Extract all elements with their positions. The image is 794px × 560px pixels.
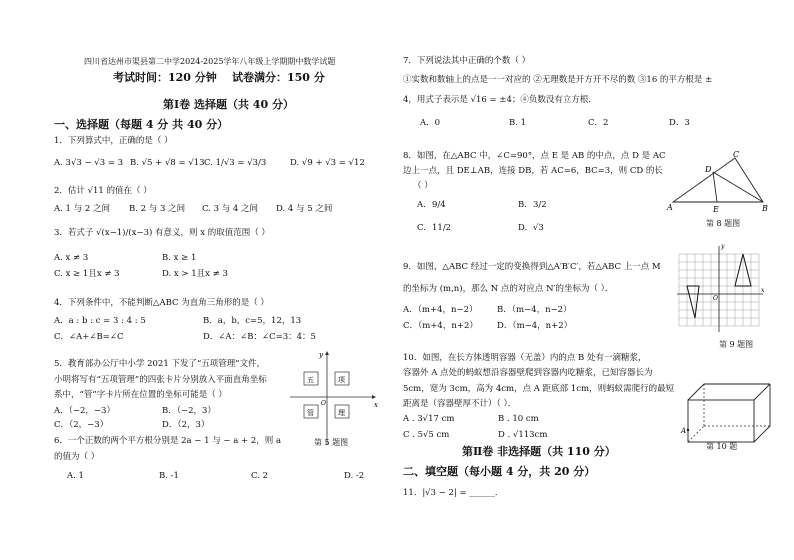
q5-option-c[interactable]: C．（2，−3）: [54, 420, 109, 430]
q5-line1: 5．教育部办公厅中小学 2021 下发了“五项管理”文件，: [54, 359, 266, 369]
q10-option-a[interactable]: A . 3√17 cm: [403, 414, 455, 424]
fig9-origin: O: [713, 295, 718, 302]
q7-line3: 4，用式子表示是 √16 = ±4；④负数没有立方根．: [403, 95, 597, 105]
q5-option-a[interactable]: A．（−2，−3）: [54, 406, 115, 416]
fig10-caption: 第 10 题: [706, 442, 738, 451]
fig5-origin: O: [321, 400, 326, 407]
q2-stem: 2．估计 √11 的值在（ ）: [54, 186, 152, 196]
q8-option-a[interactable]: A.: [417, 200, 426, 210]
q6-option-b[interactable]: B. -1: [159, 471, 179, 481]
q9-option-b[interactable]: B．（m−4，n−2）: [497, 305, 572, 315]
card-xiang-text: 项: [338, 376, 345, 384]
q6-line2: 的值为（ ）: [54, 452, 100, 462]
q2-option-a[interactable]: A. 1 与 2 之间: [54, 204, 110, 214]
q1-option-a[interactable]: A. 3√3 − √3 = 3: [54, 158, 124, 168]
q1-option-c[interactable]: C. 1/√3 = √3/3: [204, 158, 267, 168]
segment-db: [713, 172, 763, 202]
fig10-label-a: A: [681, 427, 687, 435]
card-li-text: 理: [338, 409, 345, 417]
fig5-y-label: y: [319, 351, 323, 359]
exam-time: 考试时间：120 分钟: [113, 71, 217, 84]
fig5-x-label: x: [374, 401, 378, 409]
fig8-label-e: E: [713, 205, 719, 214]
q4-option-c[interactable]: C．∠A+∠B=∠C: [54, 332, 124, 342]
q7-option-c[interactable]: C．2: [588, 118, 609, 128]
q1-option-b[interactable]: B. √5 + √8 = √13: [130, 158, 205, 168]
fig8-caption: 第 8 题图: [706, 219, 741, 228]
q9-line2: 的坐标为 (m,n)，那么 N 点的对应点 N′的坐标为（ ）．: [403, 284, 614, 294]
point-a: [687, 429, 689, 431]
part1-title: 第Ⅰ卷 选择题（共 40 分）: [163, 98, 294, 111]
q6-line1: 6．一个正数的两个平方根分别是 2a − 1 与 − a + 2，则 a: [54, 436, 282, 446]
figure-8: [665, 150, 771, 216]
q3-option-a[interactable]: A. x ≠ 3: [54, 253, 89, 263]
q7-option-b[interactable]: B. 1: [509, 118, 527, 128]
q5-option-b[interactable]: B．（−2，3）: [162, 406, 216, 416]
q4-option-d[interactable]: D．∠A：∠B：∠C=3：4：5: [203, 332, 316, 342]
q4-option-a[interactable]: A．a : b : c = 3 : 4 : 5: [54, 316, 146, 326]
q8-line1: 8．如图，在△ABC 中，∠C=90°，点 E 是 AB 的中点，点 D 是 AC: [403, 151, 666, 161]
q8-option-b[interactable]: B.: [518, 200, 527, 210]
q2-option-c[interactable]: C. 3 与 4 之间: [202, 204, 259, 214]
exam-score: 试卷满分：150 分: [232, 71, 325, 84]
q3-option-c[interactable]: C. x ≥ 1且x ≠ 3: [54, 269, 120, 279]
card-guan-text: 管: [307, 409, 314, 417]
q7-stem: 7．下列说法其中正确的个数（ ）: [403, 56, 531, 66]
box-front: [688, 400, 754, 442]
q6-option-d[interactable]: D. -2: [344, 471, 365, 481]
q11-stem: 11．|√3 − 2| = ______．: [403, 488, 504, 498]
q10-line4: 距离是（容器壁厚不计）（ ）．: [403, 399, 517, 409]
q5-option-d[interactable]: D．（2，3）: [162, 420, 210, 430]
q10-line3: 5cm，宽为 3cm，高为 4cm，点 A 距底部 1cm，则蚂蚁需爬行的最短: [403, 384, 675, 394]
q7-line2: ①实数和数轴上的点是一一对应的 ②无理数是开方开不尽的数 ③16 的平方根是 ±: [403, 75, 713, 85]
section1-title: 一、选择题（每题 4 分 共 40 分）: [54, 118, 229, 131]
q8-option-d-value: √3: [533, 223, 544, 233]
fig9-x-label: x: [761, 287, 765, 294]
q1-option-d[interactable]: D. √9 + √3 = √12: [290, 158, 365, 168]
part2-title: 第Ⅱ卷 非选择题（共 110 分）: [462, 445, 616, 458]
q1-stem: 1．下列算式中，正确的是（ ）: [54, 136, 173, 146]
q8-option-c-value: 11/2: [432, 223, 452, 233]
fig9-y-label: y: [721, 243, 725, 250]
q4-option-b[interactable]: B．a，b，c=5，12，13: [203, 316, 302, 326]
q5-line3: 系中，“管”字卡片所在位置的坐标可能是（ ）: [54, 390, 227, 400]
triangle-abc: [673, 158, 763, 202]
q9-option-a[interactable]: A．（m+4，n−2）: [403, 305, 478, 315]
fig9-caption: 第 9 题图: [719, 340, 754, 349]
q3-stem: 3．若式子 √(x−1)/(x−3) 有意义，则 x 的取值范围（ ）: [54, 228, 270, 238]
q9-option-c[interactable]: C．（m+4，n+2）: [403, 321, 478, 331]
figure-10: [680, 378, 776, 450]
q9-line1: 9．如图，△ABC 经过一定的变换得到△A′B′C′，若△ABC 上一点 M: [403, 262, 661, 272]
fig8-label-b: B: [762, 204, 768, 213]
q10-option-c[interactable]: C . 5√5 cm: [403, 430, 450, 440]
q4-stem: 4．下列条件中，不能判断△ABC 为直角三角形的是（ ）: [54, 298, 269, 308]
exam-title: 四川省达州市渠县第二中学2024-2025学年八年级上学期期中数学试题: [84, 57, 336, 66]
q10-option-b[interactable]: B . 10 cm: [498, 414, 539, 424]
q7-option-a[interactable]: A．0: [420, 118, 441, 128]
section2-title: 二、填空题（每小题 4 分，共 20 分）: [403, 465, 596, 478]
segment-de: [713, 172, 717, 202]
q8-line2: 边上一点，且 DE⊥AB，连接 DB，若 AC=6，BC=3，则 CD 的长: [403, 166, 663, 176]
q3-option-d[interactable]: D. x > 1且x ≠ 3: [162, 269, 228, 279]
q8-line3: （ ）: [413, 181, 433, 191]
figure-5: [288, 349, 380, 449]
q10-line2: 容器外 A 点处的蚂蚁想沿容器壁爬到容器内吃糖浆，已知容器长为: [403, 368, 653, 378]
q3-option-b[interactable]: B. x ≥ 1: [162, 253, 197, 263]
q8-option-d[interactable]: D.: [518, 223, 528, 233]
q7-option-d[interactable]: D．3: [669, 118, 690, 128]
fig8-label-a: A: [667, 203, 673, 212]
q2-option-d[interactable]: D. 4 与 5 之间: [276, 204, 333, 214]
fig8-label-d: D: [705, 165, 712, 174]
q6-option-a[interactable]: A. 1: [67, 471, 84, 481]
q8-option-c[interactable]: C.: [417, 223, 426, 233]
q2-option-b[interactable]: B. 2 与 3 之间: [129, 204, 186, 214]
figure-9: [675, 242, 767, 338]
q10-option-d[interactable]: D . √113cm: [498, 430, 548, 440]
card-wu-text: 五: [307, 376, 314, 384]
q6-option-c[interactable]: C. 2: [251, 471, 269, 481]
q9-option-d[interactable]: D．（m−4，n+2）: [497, 321, 573, 331]
q10-line1: 10．如图，在长方体透明容器（无盖）内的点 B 处有一滴糖浆，: [403, 353, 647, 363]
q5-line2: 小明将写有“五项管理”的四张卡片分别放入平面直角坐标: [54, 375, 267, 385]
fig8-label-c: C: [733, 150, 740, 159]
q8-option-a-value: 9/4: [432, 200, 446, 210]
fig5-caption: 第 5 题图: [314, 438, 349, 447]
q8-option-b-value: 3/2: [533, 200, 547, 210]
